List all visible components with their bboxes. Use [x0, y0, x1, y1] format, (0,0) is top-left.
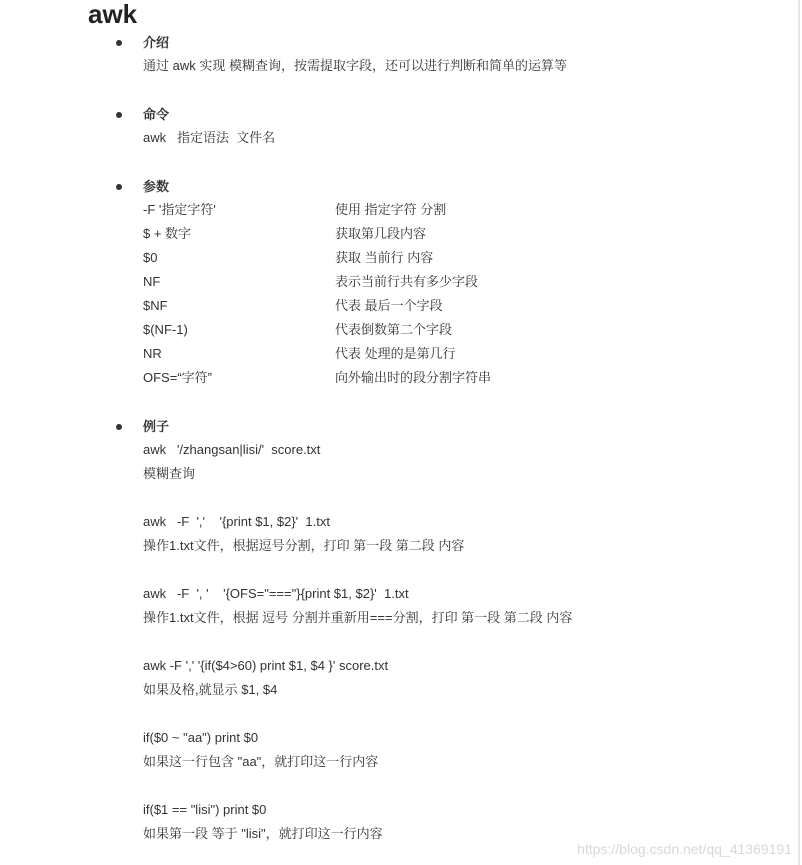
command-text: awk 指定语法 文件名: [143, 130, 276, 145]
example-code: awk -F ', ' '{OFS="==="}{print $1, $2}' 1.txt: [143, 586, 409, 601]
example-code: if($0 ~ "aa") print $0: [143, 730, 259, 745]
param-desc: 代表 处理的是第几行: [335, 346, 456, 361]
bullet-marker: [116, 112, 122, 118]
section-heading-intro: 介绍: [143, 35, 170, 50]
bullet-marker: [116, 184, 122, 190]
section-heading-examples: 例子: [143, 419, 170, 434]
intro-text: 通过 awk 实现 模糊查询，按需提取字段，还可以进行判断和简单的运算等: [143, 58, 567, 73]
page-border: [798, 0, 800, 865]
param-name: $(NF-1): [143, 322, 188, 337]
example-desc: 操作1.txt文件，根据逗号分割，打印 第一段 第二段 内容: [143, 538, 465, 553]
param-desc: 代表 最后一个字段: [335, 298, 443, 313]
param-name: NF: [143, 274, 161, 289]
example-desc: 操作1.txt文件，根据 逗号 分割并重新用===分割，打印 第一段 第二段 内容: [143, 610, 573, 625]
param-name: $NF: [143, 298, 168, 313]
param-name: $0: [143, 250, 158, 265]
page-title: awk: [88, 0, 138, 29]
param-name: $ + 数字: [143, 226, 192, 241]
param-desc: 使用 指定字符 分割: [335, 202, 447, 217]
example-code: if($1 == "lisi") print $0: [143, 802, 267, 817]
param-name: -F '指定字符': [143, 202, 216, 217]
example-desc: 模糊查询: [143, 466, 196, 481]
param-desc: 向外输出时的段分割字符串: [335, 370, 492, 385]
example-code: awk -F ',' '{if($4>60) print $1, $4 }' score.txt: [143, 658, 389, 673]
param-desc: 获取 当前行 内容: [335, 250, 434, 265]
bullet-marker: [116, 40, 122, 46]
param-desc: 获取第几段内容: [335, 226, 427, 241]
section-heading-command: 命令: [143, 107, 170, 122]
example-desc: 如果第一段 等于 "lisi"，就打印这一行内容: [143, 826, 383, 841]
example-code: awk -F ',' '{print $1, $2}' 1.txt: [143, 514, 330, 529]
example-desc: 如果及格,就显示 $1, $4: [143, 682, 278, 697]
example-desc: 如果这一行包含 "aa"，就打印这一行内容: [143, 754, 379, 769]
param-desc: 表示当前行共有多少字段: [335, 274, 479, 289]
section-heading-params: 参数: [143, 179, 170, 194]
param-name: NR: [143, 346, 162, 361]
param-name: OFS=“字符”: [143, 370, 212, 385]
example-code: awk '/zhangsan|lisi/' score.txt: [143, 442, 321, 457]
watermark-url: https://blog.csdn.net/qq_41369191: [577, 841, 792, 857]
bullet-marker: [116, 424, 122, 430]
param-desc: 代表倒数第二个字段: [335, 322, 453, 337]
